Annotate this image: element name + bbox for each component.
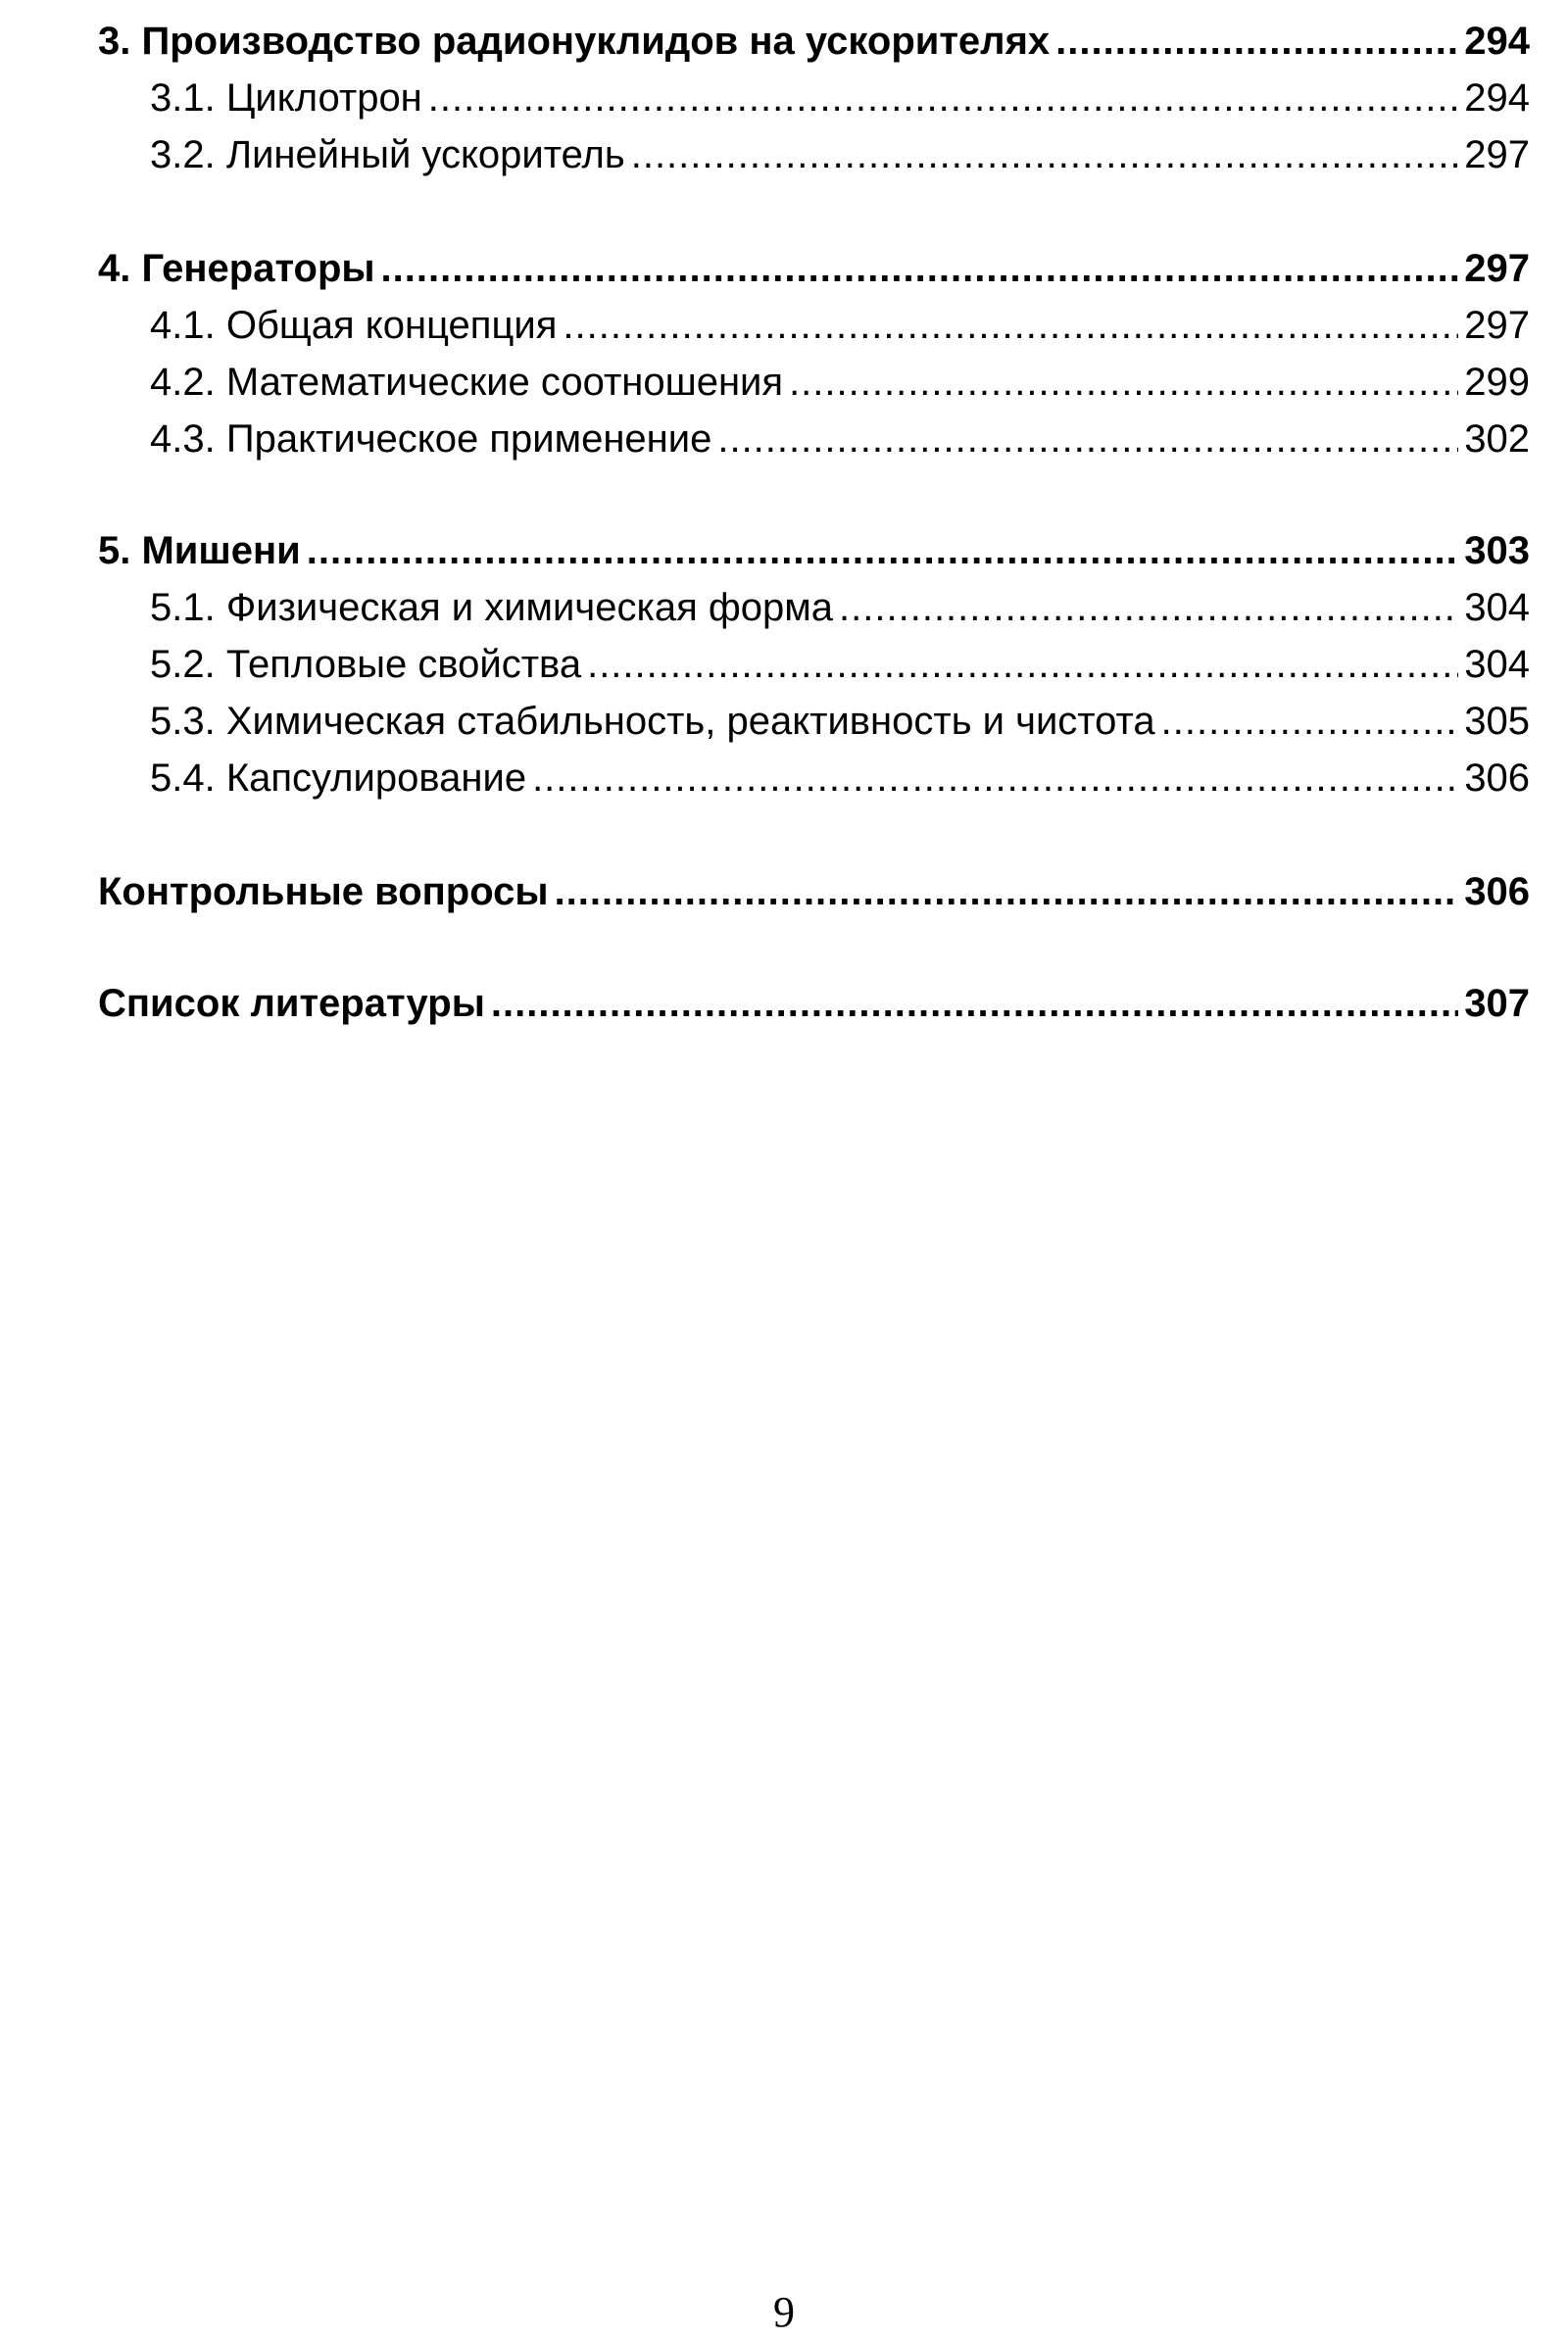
dot-leader xyxy=(789,355,1458,410)
dot-leader xyxy=(381,241,1459,296)
dot-leader xyxy=(839,580,1458,635)
dot-leader xyxy=(555,864,1459,919)
toc-entry-page: 306 xyxy=(1464,756,1530,800)
toc-entry-section-3-2[interactable] xyxy=(150,127,1530,182)
dot-leader xyxy=(307,523,1459,578)
toc-entry-title: 4.2. Математические соотношения xyxy=(150,361,784,404)
dot-leader xyxy=(1055,14,1458,69)
toc-entry-page: 294 xyxy=(1464,76,1530,120)
toc-entry-page: 302 xyxy=(1464,417,1530,461)
toc-entry-references[interactable] xyxy=(98,976,1530,1031)
toc-entry-page: 297 xyxy=(1464,247,1530,290)
dot-leader xyxy=(491,976,1458,1031)
page-number: 9 xyxy=(773,2288,795,2336)
toc-entry-page: 304 xyxy=(1464,586,1530,629)
toc-entry-title: Контрольные вопросы xyxy=(98,870,549,913)
toc-entry-section-4-2[interactable] xyxy=(150,355,1530,410)
toc-entry-title: 3.2. Линейный ускоритель xyxy=(150,133,625,176)
toc-entry-title: 5.2. Тепловые свойства xyxy=(150,643,582,686)
toc-entry-page: 304 xyxy=(1464,643,1530,686)
toc-entry-section-5-1[interactable] xyxy=(150,580,1530,635)
dot-leader xyxy=(717,412,1458,466)
toc-entry-section-5-3[interactable] xyxy=(150,694,1530,749)
toc-entry-section-4[interactable] xyxy=(98,241,1530,296)
toc-entry-section-3-1[interactable] xyxy=(150,71,1530,125)
toc-entry-title: 4.3. Практическое применение xyxy=(150,417,712,461)
toc-entry-section-3[interactable] xyxy=(98,14,1530,69)
toc-entry-page: 306 xyxy=(1464,870,1530,913)
toc-entry-title: 3.1. Циклотрон xyxy=(150,76,422,120)
toc-entry-title: Список литературы xyxy=(98,982,485,1025)
toc-entry-section-4-1[interactable] xyxy=(150,298,1530,353)
toc-entry-title: 3. Производство радионуклидов на ускорителях xyxy=(98,20,1051,63)
toc-entry-page: 305 xyxy=(1464,700,1530,743)
dot-leader xyxy=(587,637,1458,692)
dot-leader xyxy=(1161,694,1459,749)
dot-leader xyxy=(428,71,1458,125)
toc-entry-page: 297 xyxy=(1464,133,1530,176)
dot-leader xyxy=(631,127,1459,182)
toc-entry-title: 5.3. Химическая стабильность, реактивность и чистота xyxy=(150,700,1155,743)
toc-entry-page: 307 xyxy=(1464,982,1530,1025)
toc-entry-title: 5. Мишени xyxy=(98,529,301,572)
toc-entry-section-5[interactable] xyxy=(98,523,1530,578)
toc-entry-title: 4. Генераторы xyxy=(98,247,375,290)
toc-entry-review-questions[interactable] xyxy=(98,864,1530,919)
toc-entry-title: 4.1. Общая концепция xyxy=(150,304,558,347)
toc-entry-title: 5.1. Физическая и химическая форма xyxy=(150,586,834,629)
toc-entry-page: 294 xyxy=(1464,20,1530,63)
toc-entry-title: 5.4. Капсулирование xyxy=(150,756,527,800)
toc-entry-page: 303 xyxy=(1464,529,1530,572)
toc-entry-section-4-3[interactable] xyxy=(150,412,1530,466)
toc-entry-section-5-2[interactable] xyxy=(150,637,1530,692)
toc-entry-page: 297 xyxy=(1464,304,1530,347)
dot-leader xyxy=(532,751,1458,805)
dot-leader xyxy=(563,298,1458,353)
toc-entry-section-5-4[interactable] xyxy=(150,751,1530,805)
toc-entry-page: 299 xyxy=(1464,361,1530,404)
